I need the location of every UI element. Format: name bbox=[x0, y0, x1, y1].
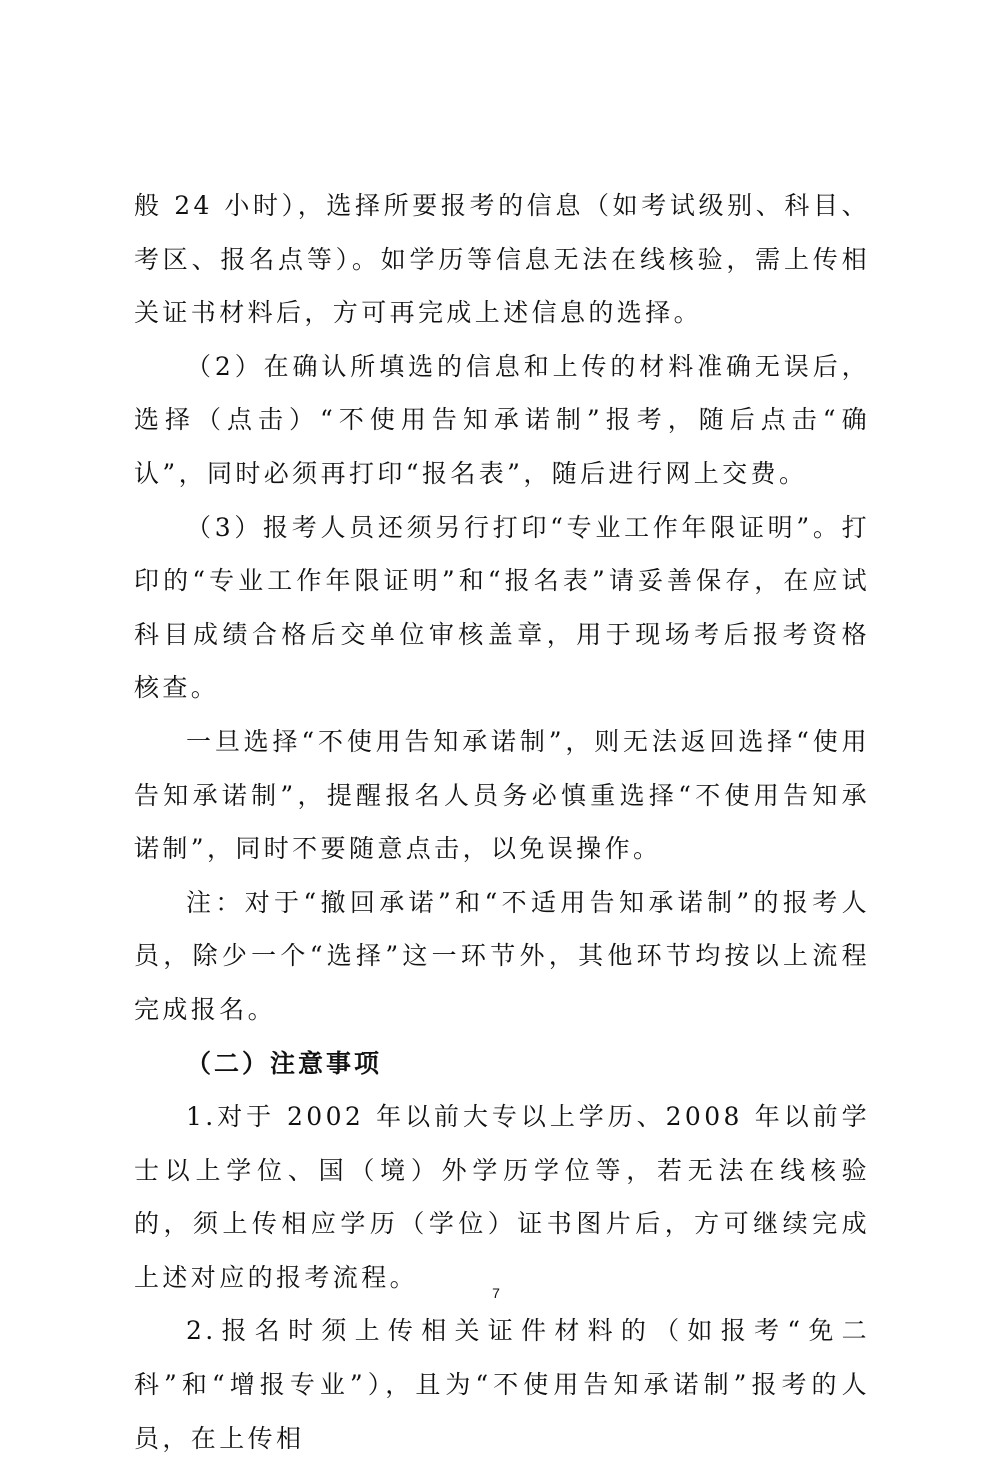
notice-item-2: 2.报名时须上传相关证件材料的（如报考“免二科”和“增报专业”），且为“不使用告知承诺制”报考的人员，在上传相 bbox=[134, 1316, 870, 1453]
page-number: 7 bbox=[492, 1285, 500, 1301]
paragraph-registration-info: 般 24 小时），选择所要报考的信息（如考试级别、科目、考区、报名点等）。如学历等信息无法在线核验，需上传相关证书材料后，方可再完成上述信息的选择。 bbox=[134, 191, 870, 328]
paragraph-warning: 一旦选择“不使用告知承诺制”，则无法返回选择“使用告知承诺制”，提醒报名人员务必慎重选择“不使用告知承诺制”，同时不要随意点击，以免误操作。 bbox=[134, 726, 870, 864]
notice-item-1: 1.对于 2002 年以前大专以上学历、2008 年以前学士以上学位、国（境）外学历学位等，若无法在线核验的，须上传相应学历（学位）证书图片后，方可继续完成上述对应的报考流程。 bbox=[134, 1102, 870, 1292]
paragraph-step-2: （2）在确认所填选的信息和上传的材料准确无误后，选择（点击）“不使用告知承诺制”报考，随后点击“确认”，同时必须再打印“报名表”，随后进行网上交费。 bbox=[134, 351, 870, 488]
paragraph-note: 注：对于“撤回承诺”和“不适用告知承诺制”的报考人员，除少一个“选择”这一环节外，其他环节均按以上流程完成报名。 bbox=[134, 887, 870, 1024]
section-heading: （二）注意事项 bbox=[186, 1048, 383, 1078]
paragraph-step-3: （3）报考人员还须另行打印“专业工作年限证明”。打印的“专业工作年限证明”和“报名表”请妥善保存，在应试科目成绩合格后交单位审核盖章，用于现场考后报考资格核查。 bbox=[134, 512, 870, 703]
document-body bbox=[134, 179, 870, 1465]
